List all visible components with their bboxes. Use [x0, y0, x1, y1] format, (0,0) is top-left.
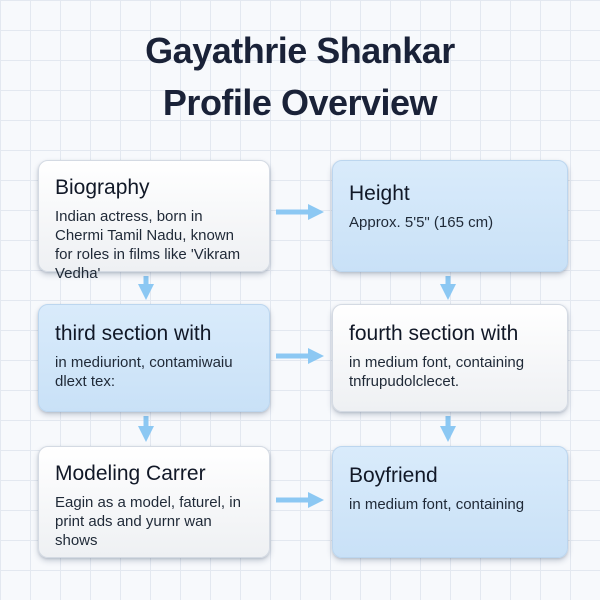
third-section-heading: third section with: [55, 322, 212, 345]
height-text: Approx. 5'5" (165 cm): [349, 214, 494, 231]
biography-card: [38, 160, 270, 282]
fourth-section-card: [332, 304, 568, 412]
page-title-line-1: Gayathrie Shankar: [145, 30, 455, 71]
boyfriend-card: [332, 446, 568, 558]
modeling-career-heading: Modeling Carrer: [55, 462, 206, 485]
modeling-career-card: [38, 446, 270, 558]
third-section-card: [38, 304, 270, 412]
height-card: [332, 160, 568, 272]
third-section-text: in mediuriont, contamiwaiu dlext tex:: [55, 354, 233, 390]
page-title-line-2: Profile Overview: [162, 82, 438, 123]
biography-text: Indian actress, born in Chermi Tamil Nadu, known for roles in films like 'Vikram Vedha': [55, 208, 241, 282]
fourth-section-text: in medium font, containing tnfrupudolclecet.: [349, 354, 525, 390]
modeling-career-text: Eagin as a model, faturel, in print ads and yurnr wan shows: [55, 494, 241, 549]
biography-heading: Biography: [55, 176, 150, 199]
fourth-section-heading: fourth section with: [349, 322, 519, 345]
boyfriend-heading: Boyfriend: [349, 464, 438, 487]
height-heading: Height: [349, 182, 410, 205]
boyfriend-text: in medium font, containing: [349, 496, 525, 513]
